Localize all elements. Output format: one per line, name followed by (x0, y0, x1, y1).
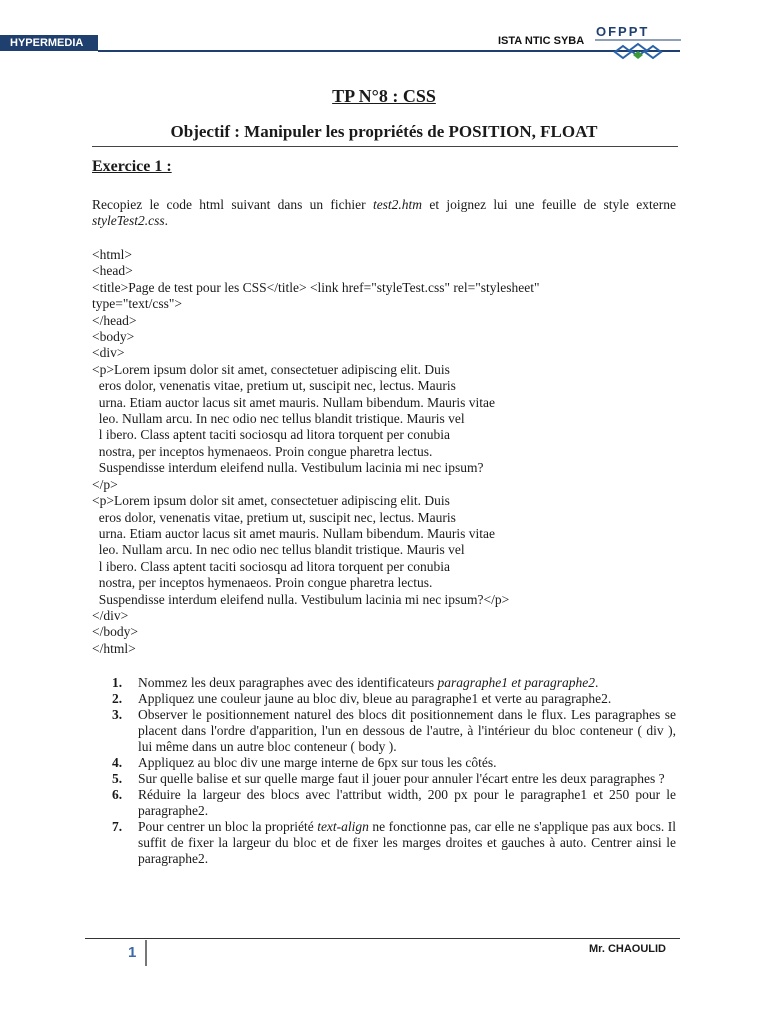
question-number: 4. (112, 755, 123, 770)
question-text: Appliquez une couleur jaune au bloc div, bleue au paragraphe1 et verte au paragraphe2. (138, 691, 612, 706)
question-text: Pour centrer un bloc la propriété (138, 819, 318, 834)
question-number: 3. (112, 707, 123, 722)
ofppt-logo (593, 24, 683, 64)
question-number: 5. (112, 771, 123, 786)
footer-rule (85, 938, 680, 939)
question-text: Appliquez au bloc div une marge interne de 6px sur tous les côtés. (138, 755, 497, 770)
question-item (112, 771, 676, 787)
question-item (112, 755, 676, 771)
intro-text: . (164, 213, 169, 228)
question-item (112, 787, 676, 819)
question-text: . (595, 675, 599, 690)
author-name: Mr. CHAOULID (589, 943, 666, 955)
intro-text: Recopiez le code html suivant dans un fichier (92, 197, 373, 212)
page-number: 1 (128, 944, 137, 961)
intro-paragraph (92, 197, 676, 229)
header-tag: HYPERMEDIA (0, 35, 98, 51)
question-item (112, 691, 676, 707)
question-item (112, 819, 676, 867)
question-text: Observer le positionnement naturel des blocs dit positionnement dans le flux. Les paragraphes se placent dans l'ordre d'apparition, l'un en dessous de l'autre, à l'intérieur du bloc conteneur ( div ), lui même dans un autre bloc conteneur ( body ). (138, 707, 676, 754)
school-name: ISTA NTIC SYBA (498, 35, 585, 47)
question-item (112, 675, 676, 691)
intro-filename: styleTest2.css (92, 213, 165, 228)
question-emphasis: text-align (317, 819, 369, 834)
html-code-listing: <html> <head> <title>Page de test pour les CSS</title> <link href="styleTest.css" rel="stylesheet" type="text/css"> </head> <body> <div> <p>Lorem ipsum dolor sit amet, consectetuer adipiscing elit. Duis eros dolor, venenatis vitae, pretium ut, suscipit nec, lectus. Mauris urna. Etiam auctor lacus sit amet mauris. Nullam bibendum. Mauris vitae leo. Nullam arcu. In nec odio nec tellus blandit tristique. Mauris vel l ibero. Class aptent taciti sociosqu ad litora torquent per conubia nostra, per inceptos hymenaeos. Proin congue pharetra lectus. Suspendisse interdum eleifend nulla. Vestibulum lacinia mi nec ipsum? </p> <p>Lorem ipsum dolor sit amet, consectetuer adipiscing elit. Duis eros dolor, venenatis vitae, pretium ut, suscipit nec, lectus. Mauris urna. Etiam auctor lacus sit amet mauris. Nullam bibendum. Mauris vitae leo. Nullam arcu. In nec odio nec tellus blandit tristique. Mauris vel l ibero. Class aptent taciti sociosqu ad litora torquent per conubia nostra, per inceptos hymenaeos. Proin congue pharetra lectus. Suspendisse interdum eleifend nulla. Vestibulum lacinia mi nec ipsum?</p> </div> </body> </html> (92, 247, 540, 656)
question-text: ne fonctionne pas, car elle ne s'applique pas aux bocs. Il suffit de fixer la largeur du bloc et de fixer les marges droites et gauches à auto. Centrer ainsi le paragraphe2. (138, 819, 676, 866)
intro-text: et joignez lui une feuille de style externe (422, 197, 676, 212)
question-text: Sur quelle balise et sur quelle marge faut il jouer pour annuler l'écart entre les deux paragraphes ? (138, 771, 665, 786)
question-number: 1. (112, 675, 123, 690)
exercise-title: Exercice 1 : (92, 158, 172, 175)
question-list (112, 675, 676, 867)
question-number: 6. (112, 787, 123, 802)
svg-text:OFPPT: OFPPT (596, 24, 650, 39)
question-item (112, 707, 676, 755)
page-title: TP N°8 : CSS (332, 86, 436, 106)
question-text: Nommez les deux paragraphes avec des identificateurs (138, 675, 438, 690)
subtitle-divider (92, 146, 678, 147)
question-emphasis: paragraphe1 et paragraphe2 (437, 675, 595, 690)
question-number: 7. (112, 819, 123, 834)
page-subtitle: Objectif : Manipuler les propriétés de POSITION, FLOAT (170, 122, 598, 141)
intro-filename: test2.htm (372, 197, 423, 212)
page-number-divider (145, 940, 147, 966)
question-number: 2. (112, 691, 123, 706)
question-text: Réduire la largeur des blocs avec l'attribut width, 200 px pour le paragraphe1 et 250 pour le paragraphe2. (138, 787, 676, 818)
